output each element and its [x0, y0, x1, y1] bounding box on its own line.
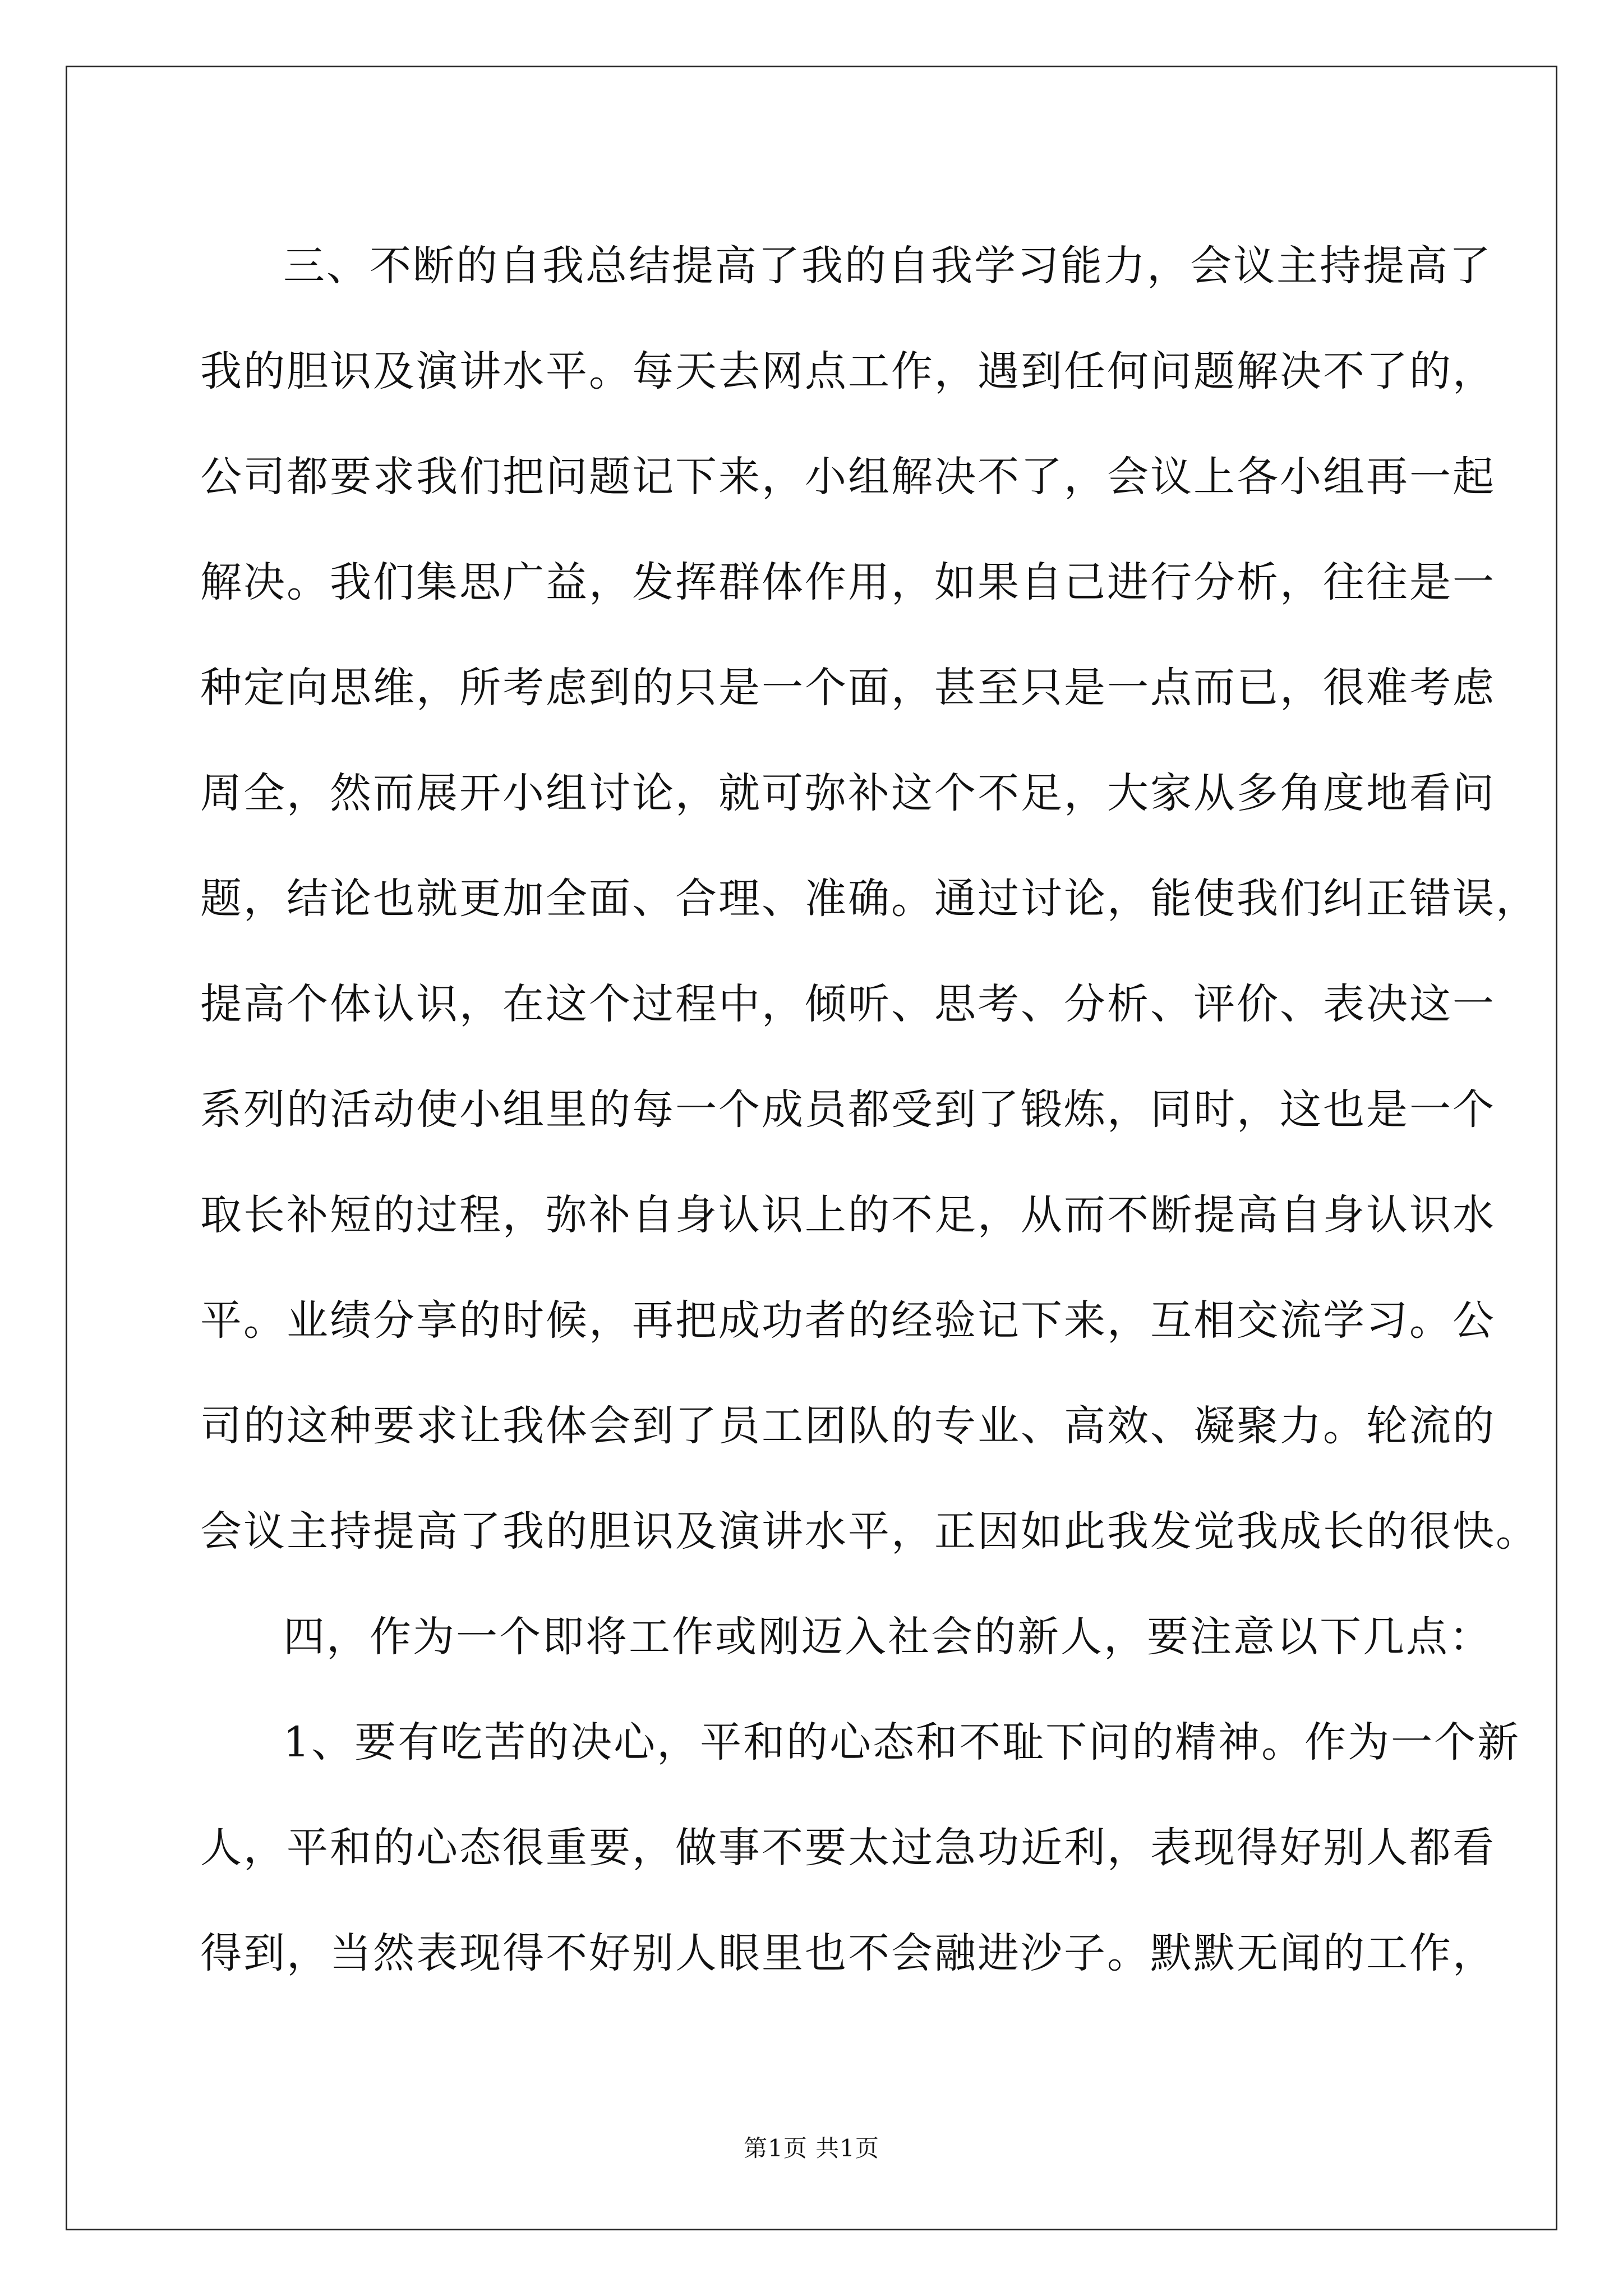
paragraph-line: 四，作为一个即将工作或刚迈入社会的新人，要注意以下几点： — [283, 1613, 1492, 1661]
document-body — [200, 213, 1539, 2006]
paragraph-line: 我的胆识及演讲水平。每天去网点工作，遇到任何问题解决不了的， — [200, 347, 1496, 395]
paragraph-line: 会议主持提高了我的胆识及演讲水平，正因如此我发觉我成长的很快。 — [200, 1507, 1539, 1556]
paragraph-line: 人，平和的心态很重要，做事不要太过急功近利，表现得好别人都看 — [200, 1824, 1496, 1872]
paragraph-line: 得到，当然表现得不好别人眼里也不会融进沙子。默默无闻的工作， — [200, 1929, 1496, 1977]
paragraph-line: 系列的活动使小组里的每一个成员都受到了锻炼，同时，这也是一个 — [200, 1085, 1496, 1134]
page-footer: 第1页 共1页 — [744, 2134, 879, 2162]
paragraph-line: 1、要有吃苦的决心，平和的心态和不耻下问的精神。作为一个新 — [283, 1718, 1521, 1766]
paragraph-line: 司的这种要求让我体会到了员工团队的专业、高效、凝聚力。轮流的 — [200, 1402, 1496, 1450]
paragraph-line: 解决。我们集思广益，发挥群体作用，如果自己进行分析，往往是一 — [200, 558, 1496, 606]
paragraph-line: 公司都要求我们把问题记下来，小组解决不了，会议上各小组再一起 — [200, 453, 1496, 501]
paragraph-line: 题，结论也就更加全面、合理、准确。通过讨论，能使我们纠正错误， — [200, 875, 1539, 923]
paragraph-line: 三、不断的自我总结提高了我的自我学习能力，会议主持提高了 — [283, 242, 1492, 290]
paragraph-line: 取长补短的过程，弥补自身认识上的不足，从而不断提高自身认识水 — [200, 1191, 1496, 1239]
paragraph-line: 种定向思维，所考虑到的只是一个面，甚至只是一点而已，很难考虑 — [200, 664, 1496, 712]
paragraph-line: 周全，然而展开小组讨论，就可弥补这个不足，大家从多角度地看问 — [200, 769, 1496, 817]
paragraph-line: 平。业绩分享的时候，再把成功者的经验记下来，互相交流学习。公 — [200, 1296, 1496, 1345]
paragraph-line: 提高个体认识，在这个过程中，倾听、思考、分析、评价、表决这一 — [200, 980, 1496, 1028]
